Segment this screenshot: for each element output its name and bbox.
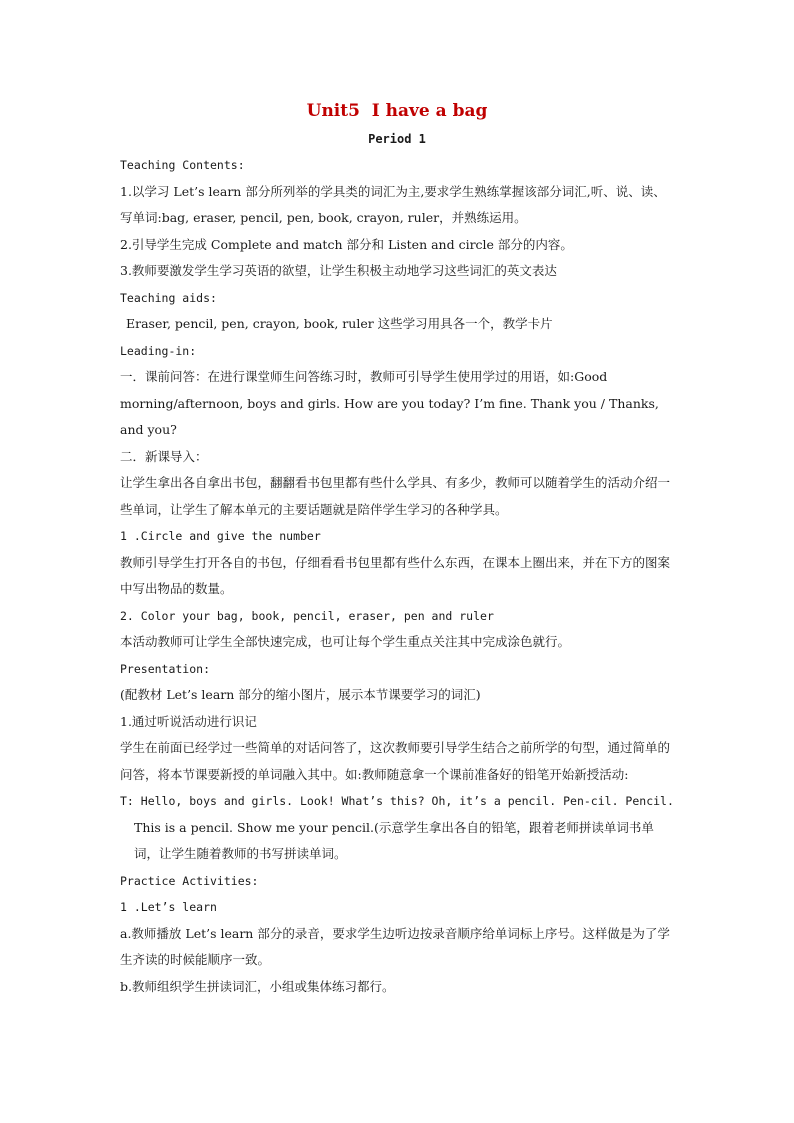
- paragraph-leading-qa: 一．课前问答：在进行课堂师生问答练习时，教师可引导学生使用学过的用语，如:Good morning/afternoon, boys and girls. How are you today? I’m fine. Thank you / Thanks, and you?: [120, 369, 659, 437]
- paragraph-new-lesson-heading: 二．新课导入：: [120, 448, 208, 464]
- section-heading-presentation: Presentation:: [120, 661, 211, 676]
- section-heading-practice: Practice Activities:: [120, 873, 259, 888]
- paragraph-content-3: 3.教师要激发学生学习英语的欲望，让学生积极主动地学习这些词汇的英文表达: [120, 263, 557, 278]
- paragraph-circle-activity: 教师引导学生打开各自的书包，仔细看看书包里都有些什么东西，在课本上圈出来，并在下方的图案中写出物品的数量。: [120, 554, 671, 596]
- paragraph-dialogue-line-1: T: Hello, boys and girls. Look! What’s this? Oh, it’s a pencil. Pen-cil. Pencil.: [120, 794, 674, 808]
- section-heading-leading-in: Leading-in:: [120, 343, 197, 358]
- section-heading-teaching-contents: Teaching Contents:: [120, 158, 245, 172]
- paragraph-presentation-detail: 学生在前面已经学过一些简单的对话问答了，这次教师要引导学生结合之前所学的句型，通过简单的问答，将本节课要新授的单词融入其中。如:教师随意拿一个课前准备好的铅笔开始新授活动:: [120, 740, 671, 782]
- paragraph-content-2: 2.引导学生完成 Complete and match 部分和 Listen and circle 部分的内容。: [120, 236, 573, 252]
- paragraph-practice-b: b.教师组织学生拼读词汇，小组或集体练习都行。: [120, 978, 395, 994]
- paragraph-new-lesson-intro: 让学生拿出各自拿出书包，翻翻看书包里都有些什么学具、有多少，教师可以随着学生的活动介绍一些单词，让学生了解本单元的主要话题就是陪伴学生学习的各种学具。: [120, 475, 671, 517]
- paragraph-presentation-step-1: 1.通过听说活动进行识记: [120, 713, 257, 729]
- paragraph-dialogue-line-2: This is a pencil. Show me your pencil.(示意学生拿出各自的铅笔，跟着老师拼读单词书单词，让学生随着教师的书写拼读单词。: [134, 819, 654, 861]
- document-title: Unit5 I have a bag: [306, 101, 488, 121]
- activity-heading-circle: 1 .Circle and give the number: [120, 529, 321, 543]
- period-heading: Period 1: [368, 132, 426, 146]
- paragraph-content-1: 1.以学习 Let’s learn 部分所列举的学具类的词汇为主,要求学生熟练掌握该部分词汇,听、说、读、写单词:bag, eraser, pencil, pen, book, crayon, ruler，并熟练运用。: [120, 183, 666, 225]
- section-heading-teaching-aids: Teaching aids:: [120, 290, 217, 305]
- paragraph-color-activity: 本活动教师可让学生全部快速完成，也可让每个学生重点关注其中完成涂色就行。: [120, 634, 571, 649]
- document-body: [120, 152, 674, 1000]
- activity-heading-color: 2. Color your bag, book, pencil, eraser, pen and ruler: [120, 608, 494, 623]
- paragraph-practice-a: a.教师播放 Let’s learn 部分的录音，要求学生边听边按录音顺序给单词标上序号。这样做是为了学生齐读的时候能顺序一致。: [120, 925, 670, 967]
- paragraph-aids: Eraser, pencil, pen, crayon, book, ruler 这些学习用具各一个，教学卡片: [126, 316, 553, 331]
- paragraph-presentation-note: (配教材 Let’s learn 部分的缩小图片，展示本节课要学习的词汇): [120, 687, 481, 702]
- activity-heading-lets-learn: 1 .Let’s learn: [120, 900, 217, 914]
